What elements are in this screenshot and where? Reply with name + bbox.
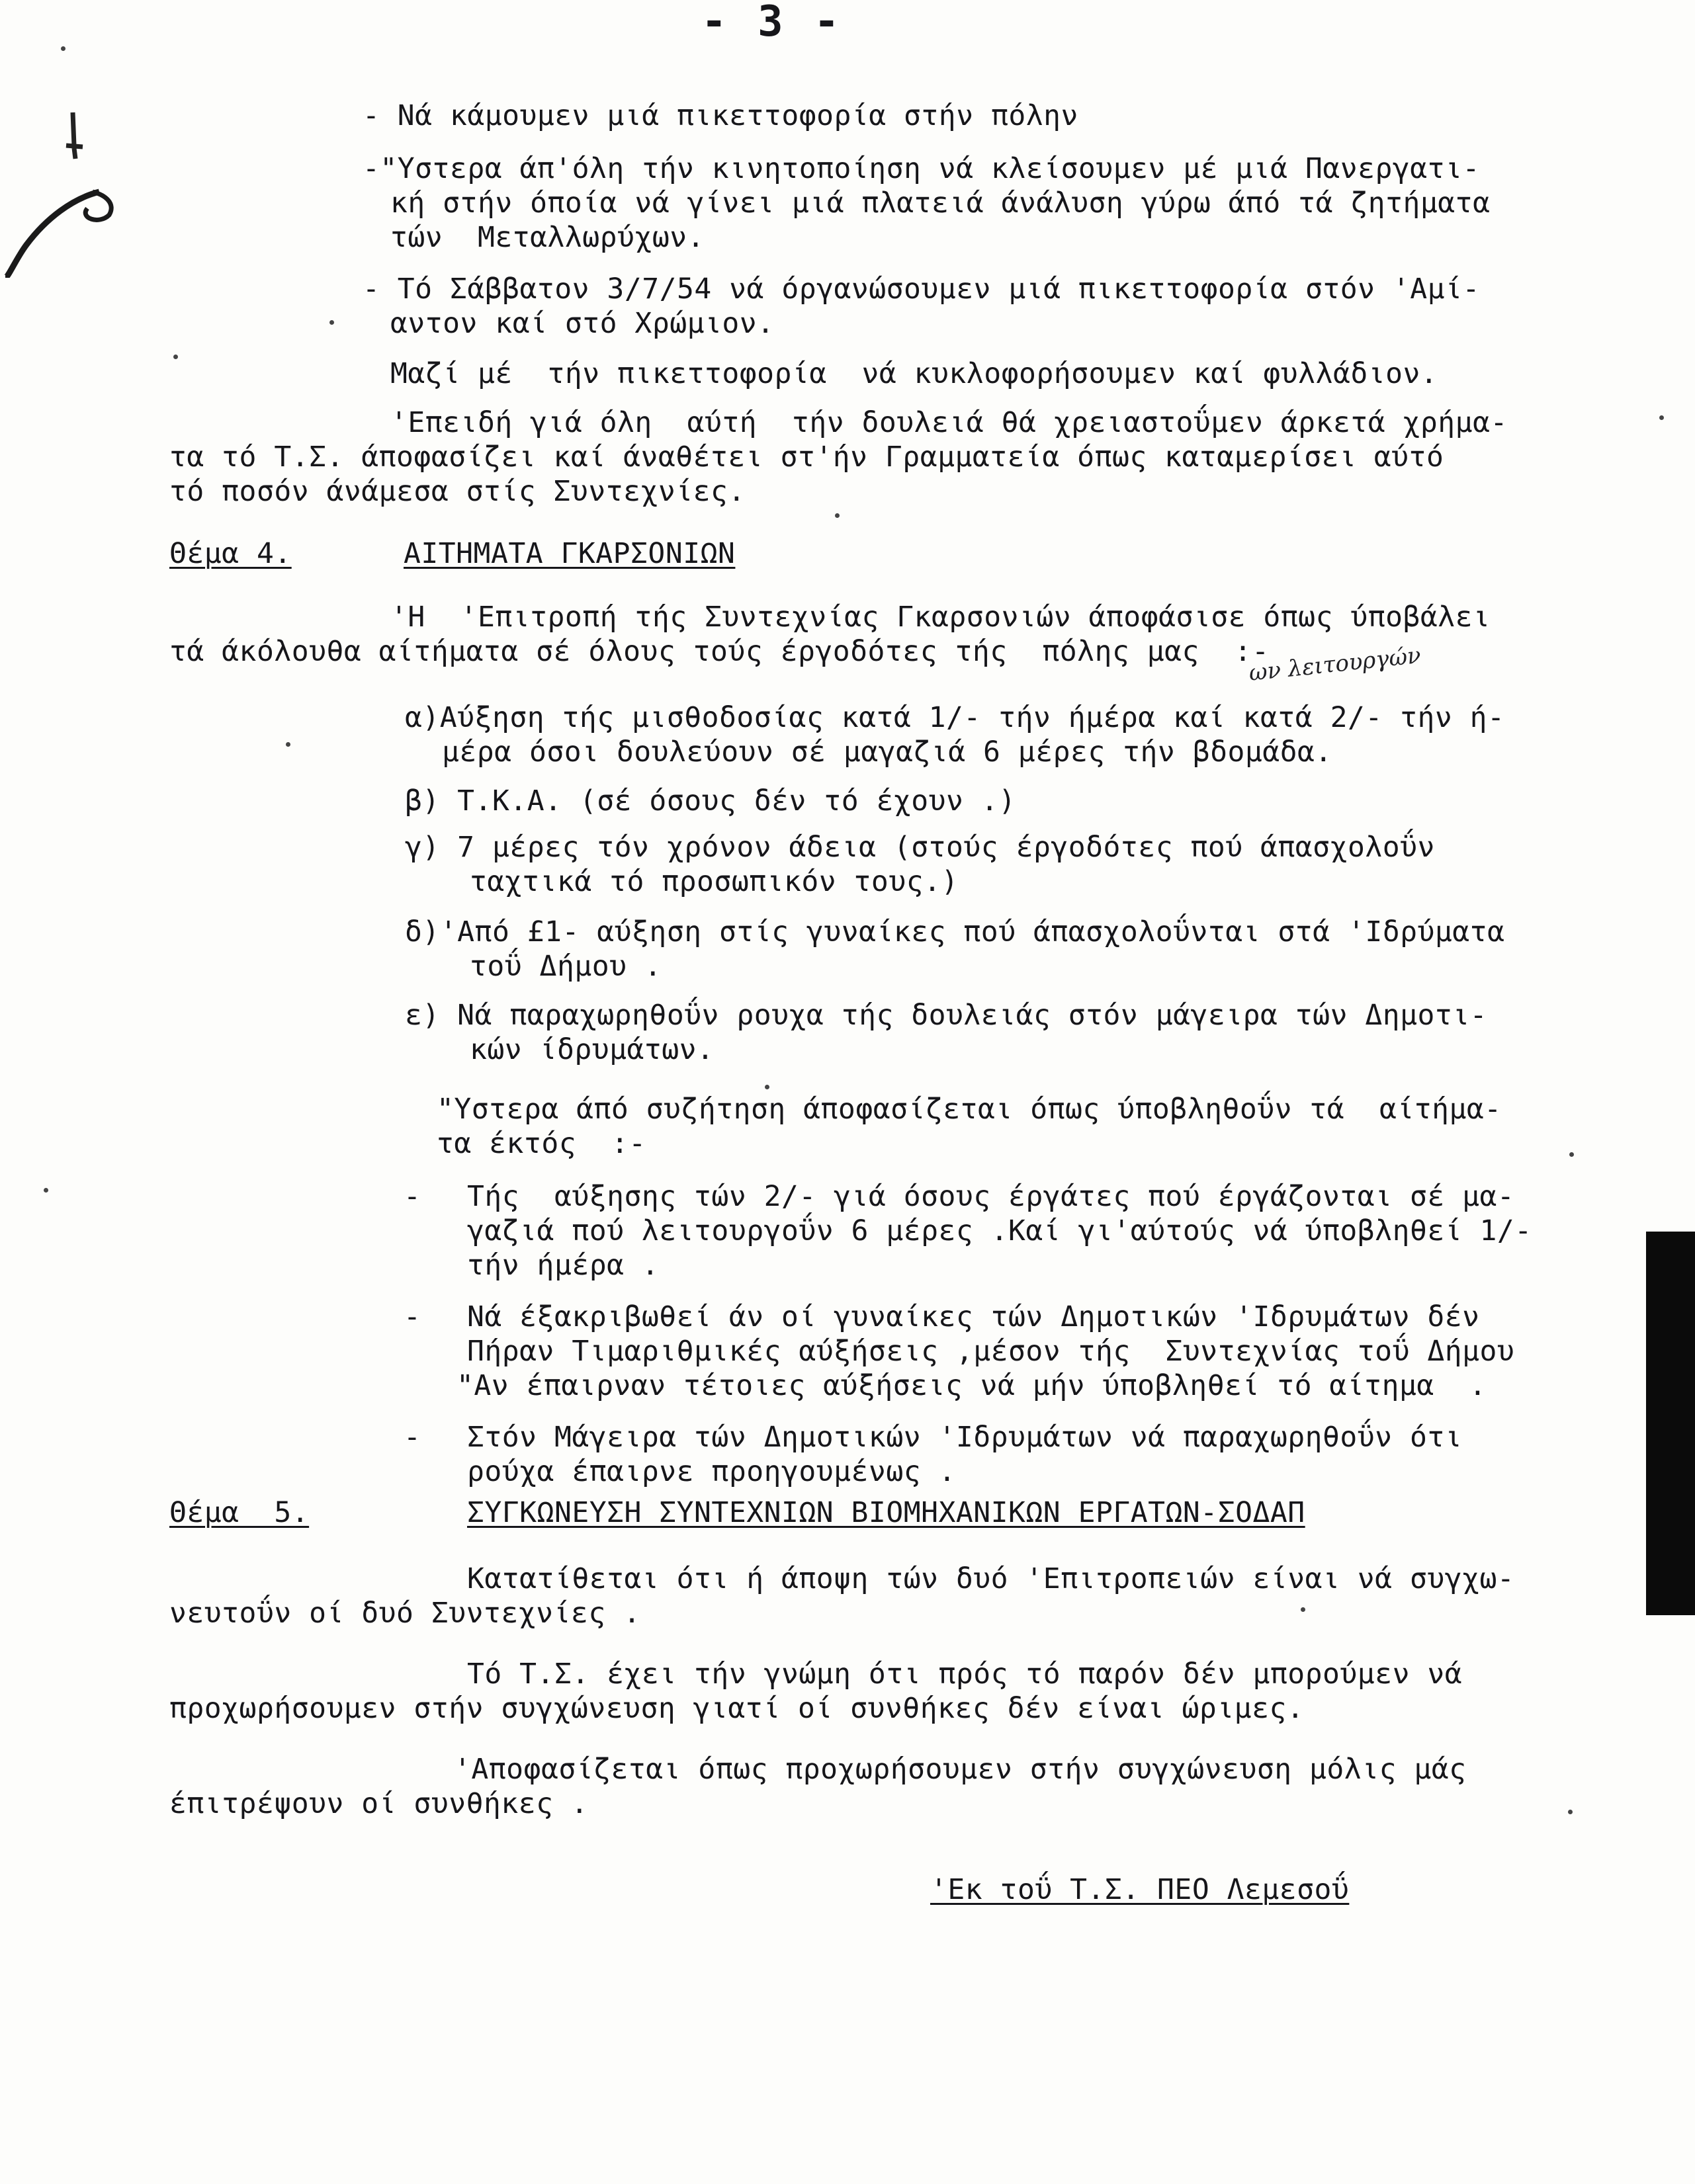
list-dash: - [404,1300,421,1333]
text-line: Κατατίθεται ότι ή άποψη τών δυό 'Επιτροπειών είναι νά συγχω- [467,1562,1515,1595]
theme5-label: Θέμα 5. [169,1496,310,1529]
text-line: μέρα όσοι δουλεύουν σέ μαγαζιά 6 μέρες τήν βδομάδα. [442,735,1332,769]
text-line: τήν ήμέρα . [467,1249,660,1282]
text-line: - Νά κάμουμεν μιά πικεττοφορία στήν πόλην [363,99,1078,132]
text-line: -"Υστερα άπ'όλη τήν κινητοποίηση νά κλείσουμεν μέ μιά Πανεργατι- [363,152,1480,185]
text-line: Τής αύξησης τών 2/- γιά όσους έργάτες πού έργάζονται σέ μα- [467,1180,1515,1213]
scan-speck [1569,1152,1574,1157]
text-line: γ) 7 μέρες τόν χρόνον άδεια (στούς έργοδότες πού άπασχολοΰν [405,831,1435,864]
text-line: κών ίδρυμάτων. [470,1033,715,1066]
text-line: κή στήν όποία νά γίνει μιά πλατειά άνάλυση γύρω άπό τά ζητήματα [390,187,1491,220]
text-line: Μαζί μέ τήν πικεττοφορία νά κυκλοφορήσουμεν καί φυλλάδιον. [390,357,1438,390]
text-line: Στόν Μάγειρα τών Δημοτικών 'Ιδρυμάτων νά παραχωρηθοΰν ότι [467,1421,1463,1454]
scan-speck [765,1085,769,1089]
text-line: νευτοΰν οί δυό Συντεχνίες . [169,1597,641,1630]
theme4-title: ΑΙΤΗΜΑΤΑ ΓΚΑΡΣΟΝΙΩΝ [404,537,736,570]
scan-speck [61,46,65,51]
scan-speck [1659,415,1664,420]
text-line: τών Μεταλλωρύχων. [390,221,705,254]
text-line: δ)'Από £1- αύξηση στίς γυναίκες πού άπασχολοΰνται στά 'Ιδρύματα [405,915,1505,948]
text-line: τα έκτός :- [437,1127,646,1160]
scan-speck [286,742,290,747]
scan-speck [44,1188,48,1193]
text-line: Νά έξακριβωθεί άν οί γυναίκες τών Δημοτικών 'Ιδρυμάτων δέν [467,1300,1480,1333]
text-line: Πήραν Τιμαριθμικές αύξήσεις ,μέσον τής Συντεχνίας τοΰ Δήμου [467,1335,1515,1368]
list-dash: - [404,1180,421,1213]
text-line: τό ποσόν άνάμεσα στίς Συντεχνίες. [169,475,746,508]
text-line: τοΰ Δήμου . [470,950,662,983]
signature: 'Εκ τοΰ Τ.Σ. ΠΕΟ Λεμεσοΰ [930,1873,1350,1906]
text-line: "Υστερα άπό συζήτηση άποφασίζεται όπως ύποβληθοΰν τά αίτήμα- [437,1093,1502,1126]
text-line: - Τό Σάββατον 3/7/54 νά όργανώσουμεν μιά πικεττοφορία στόν 'Αμί- [363,273,1480,306]
list-dash: - [404,1421,421,1454]
scan-speck [1301,1607,1305,1612]
handwritten-note: ων λειτουργών [1247,642,1422,687]
text-line: α)Αύξηση τής μισθοδοσίας κατά 1/- τήν ήμέρα καί κατά 2/- τήν ή- [405,701,1505,734]
page-number: - 3 - [701,0,842,46]
text-line: γαζιά πού λειτουργοΰν 6 μέρες .Καί γι'αύτούς νά ύποβληθεί 1/- [467,1214,1532,1247]
text-line: "Αν έπαιρναν τέτοιες αύξήσεις νά μήν ύποβληθεί τό αίτημα . [456,1369,1487,1402]
theme4-label: Θέμα 4. [169,537,292,570]
text-line: 'Αποφασίζεται όπως προχωρήσουμεν στήν συγχώνευση μόλις μάς [454,1753,1467,1786]
text-line: έπιτρέψουν οί συνθήκες . [169,1787,589,1820]
text-line: Τό Τ.Σ. έχει τήν γνώμη ότι πρός τό παρόν δέν μπορούμεν νά [467,1658,1463,1691]
scan-speck [1568,1810,1573,1814]
text-line: τά άκόλουθα αίτήματα σέ όλους τούς έργοδότες τής πόλης μας :- [169,635,1270,668]
scan-speck [329,320,334,325]
text-line: β) Τ.Κ.Α. (σέ όσους δέν τό έχουν .) [405,784,1016,818]
scan-speck [835,513,840,518]
margin-pen-mark [0,79,126,278]
text-line: ρούχα έπαιρνε προηγουμένως . [467,1455,956,1488]
text-line: ε) Νά παραχωρηθοΰν ρουχα τής δουλειάς στόν μάγειρα τών Δημοτι- [405,999,1488,1032]
scan-edge-shadow [1646,1232,1695,1615]
text-line: αντον καί στό Χρώμιον. [390,307,775,340]
theme5-title: ΣΥΓΚΩΝΕΥΣΗ ΣΥΝΤΕΧΝΙΩΝ ΒΙΟΜΗΧΑΝΙΚΩΝ ΕΡΓΑΤΩΝ-ΣΟΔΑΠ [467,1496,1305,1529]
text-line: 'Επειδή γιά όλη αύτή τήν δουλειά θά χρειαστοΰμεν άρκετά χρήμα- [390,406,1508,439]
text-line: ταχτικά τό προσωπικόν τους.) [470,865,959,898]
text-line: 'Η 'Επιτροπή τής Συντεχνίας Γκαρσονιών άποφάσισε όπως ύποβάλει [390,601,1491,634]
scan-speck [173,355,178,359]
text-line: τα τό Τ.Σ. άποφασίζει καί άναθέτει στ'ήν Γραμματεία όπως καταμερίσει αύτό [169,441,1444,474]
text-line: προχωρήσουμεν στήν συγχώνευση γιατί οί συνθήκες δέν είναι ώριμες. [169,1692,1305,1725]
